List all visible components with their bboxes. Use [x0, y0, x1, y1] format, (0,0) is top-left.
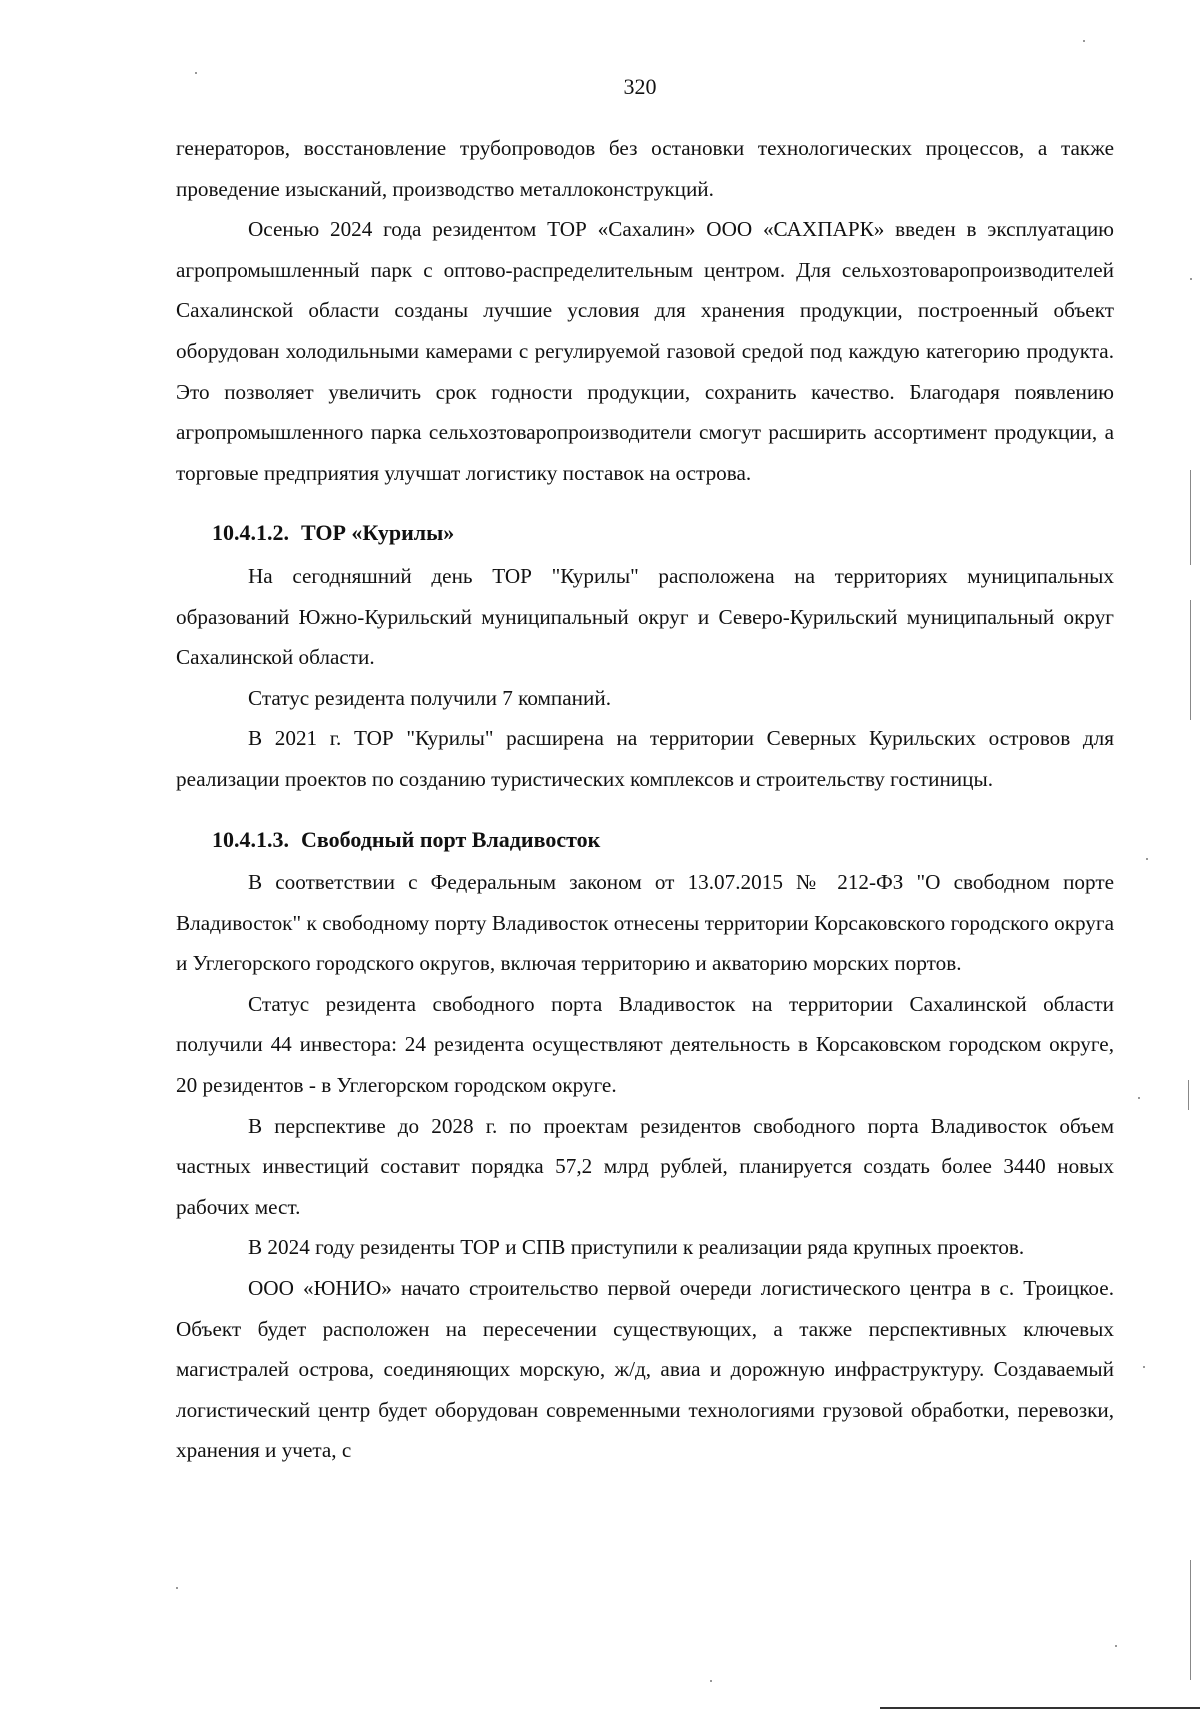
scan-edge-mark — [1190, 600, 1191, 720]
scan-speck — [1083, 40, 1085, 42]
scan-edge-mark — [1190, 1560, 1191, 1680]
body-paragraph: генераторов, восстановление трубопроводов без остановки технологических процессов, а также проведение изысканий, производство металлоконструкций. — [176, 136, 1114, 201]
scan-speck — [710, 1680, 712, 1682]
scan-edge-mark — [1188, 1080, 1189, 1110]
body-paragraph: В соответствии с Федеральным законом от 13.07.2015 № 212-ФЗ "О свободном порте Владивосток" к свободному порту Владивосток отнесены территории Корсаковского городского округа и Углегорского городского округов, включая территорию и акваторию морских портов. — [176, 870, 1114, 976]
body-paragraph: На сегодняшний день ТОР "Курилы" расположена на территориях муниципальных образований Южно-Курильский муниципальный округ и Северо-Курильский муниципальный округ Сахалинской области. — [176, 563, 1114, 670]
scan-speck — [176, 1587, 178, 1589]
body-paragraph: В 2024 году резиденты ТОР и СПВ приступили к реализации ряда крупных проектов. — [248, 1235, 1025, 1260]
body-paragraph: В 2021 г. ТОР "Курилы" расширена на территории Северных Курильских островов для реализации проектов по созданию туристических комплексов и строительству гостиницы. — [176, 726, 1114, 791]
document-body — [176, 128, 1114, 1471]
section-number: 10.4.1.3. — [212, 826, 289, 852]
scan-speck — [1138, 1097, 1140, 1099]
scan-edge-mark — [1190, 470, 1191, 565]
body-paragraph: В перспективе до 2028 г. по проектам резидентов свободного порта Владивосток объем частных инвестиций составит порядка 57,2 млрд рублей, планируется создать более 3440 новых рабочих мест. — [176, 1113, 1114, 1219]
body-paragraph: Статус резидента получили 7 компаний. — [248, 685, 611, 710]
body-paragraph: Осенью 2024 года резидентом ТОР «Сахалин» ООО «САХПАРК» введен в эксплуатацию агропромышленный парк с оптово-распределительным центром. Для сельхозтоваропроизводителей Сахалинской области созданы лучшие условия для хранения продукции, построенный объект оборудован холодильными камерами с регулируемой газовой средой под каждую категорию продукта. Это позволяет увеличить срок годности продукции, сохранить качество. Благодаря появлению агропромышленного парка сельхозтоваропроизводители смогут расширить ассортимент продукции, а торговые предприятия улучшат логистику поставок на острова. — [176, 217, 1114, 485]
body-paragraph: Статус резидента свободного порта Владивосток на территории Сахалинской области получили 44 инвестора: 24 резидента осуществляют деятельность в Корсаковском городском округе, 20 резидентов - в Углегорском городском округе. — [176, 991, 1114, 1098]
page-number: 320 — [623, 74, 657, 99]
scan-speck — [195, 72, 197, 74]
scan-speck — [1143, 1366, 1145, 1368]
section-heading — [176, 820, 1114, 861]
body-paragraph: ООО «ЮНИО» начато строительство первой очереди логистического центра в с. Троицкое. Объект будет расположен на пересечении существующих, а также перспективных ключевых магистралей острова, соединяющих морскую, ж/д, авиа и дорожную инфраструктуру. Создаваемый логистический центр будет оборудован современными технологиями грузовой обработки, перевозки, хранения и учета, с — [176, 1276, 1114, 1463]
scan-speck — [1146, 858, 1148, 860]
section-title: Свободный порт Владивосток — [301, 826, 601, 852]
scan-speck — [1190, 278, 1192, 280]
section-number: 10.4.1.2. — [212, 520, 289, 546]
scan-bottom-edge — [880, 1707, 1200, 1709]
section-title: ТОР «Курилы» — [301, 520, 455, 546]
section-heading — [176, 513, 1114, 554]
scan-speck — [1115, 1645, 1117, 1647]
